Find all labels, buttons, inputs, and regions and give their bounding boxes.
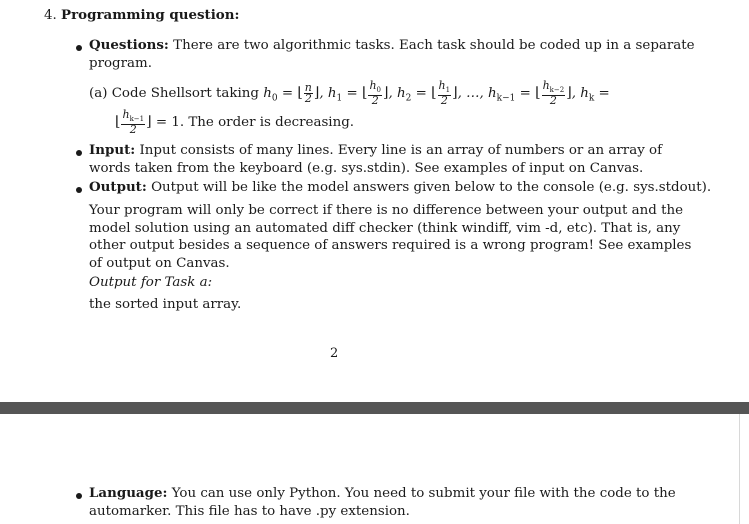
question-title: Programming question: bbox=[61, 7, 240, 23]
input-label: Input: bbox=[89, 142, 136, 158]
output-task-a-description: the sorted input array. bbox=[89, 297, 242, 312]
task-a-line-1 bbox=[89, 81, 610, 111]
output-line-4: other output besides a sequence of answers required is a wrong program! See examples bbox=[89, 238, 692, 253]
shellsort-last-gap-formula: ⌊ $\frac{h_{k-1}}{2}$ ⌋ bbox=[115, 108, 152, 137]
output-line-3: model solution using an automated diff checker (think windiff, vim -d, etc). That is, any bbox=[89, 221, 681, 236]
output-task-a-label: Output for Task a: bbox=[89, 275, 213, 290]
question-number: 4. bbox=[44, 8, 57, 23]
task-a-prefix: (a) Code Shellsort taking bbox=[89, 86, 259, 102]
input-text: Input consists of many lines. Every line is an array of numbers or an array of bbox=[139, 143, 663, 158]
input-line-1 bbox=[89, 142, 662, 159]
questions-line-1 bbox=[89, 37, 695, 54]
bullet-input bbox=[76, 150, 82, 156]
language-text: You can use only Python. You need to submit your file with the code to the bbox=[171, 486, 676, 501]
output-line-1 bbox=[89, 179, 711, 196]
questions-label: Questions: bbox=[89, 37, 169, 53]
page-separator bbox=[0, 402, 749, 414]
input-line-2: words taken from the keyboard (e.g. sys.stdin). See examples of input on Canvas. bbox=[89, 161, 644, 176]
questions-line-2: program. bbox=[89, 56, 152, 71]
output-line-5: of output on Canvas. bbox=[89, 256, 230, 271]
task-a-suffix: = 1. The order is decreasing. bbox=[155, 115, 355, 131]
document-page-2 bbox=[0, 414, 740, 524]
language-line-2: automarker. This file has to have .py extension. bbox=[89, 504, 410, 519]
bullet-language bbox=[76, 493, 82, 499]
output-line-2: Your program will only be correct if there is no difference between your output and the bbox=[89, 203, 684, 218]
shellsort-gap-formula: $h_0$ = ⌊ $\frac{n}{2}$ ⌋, $h_1$ = ⌊ $\frac{h_0}{2}$ ⌋, $h_2$ = ⌊ $\frac{h_1}{2}$ ⌋, …, $h_{k-1}$ = ⌊ $\frac{h_{k-2}}{2}$ ⌋, $h_k$ = bbox=[263, 79, 610, 108]
page-number: 2 bbox=[330, 346, 339, 361]
output-text: Output will be like the model answers given below to the console (e.g. sys.stdout). bbox=[151, 180, 712, 195]
bullet-questions bbox=[76, 45, 82, 51]
language-label: Language: bbox=[89, 485, 168, 501]
question-heading bbox=[44, 7, 239, 24]
questions-text: There are two algorithmic tasks. Each task should be coded up in a separate bbox=[173, 38, 695, 53]
scrollbar-track[interactable] bbox=[739, 0, 749, 402]
bullet-output bbox=[76, 187, 82, 193]
output-label: Output: bbox=[89, 179, 147, 195]
task-a-line-2 bbox=[115, 110, 354, 135]
language-line-1 bbox=[89, 485, 676, 502]
